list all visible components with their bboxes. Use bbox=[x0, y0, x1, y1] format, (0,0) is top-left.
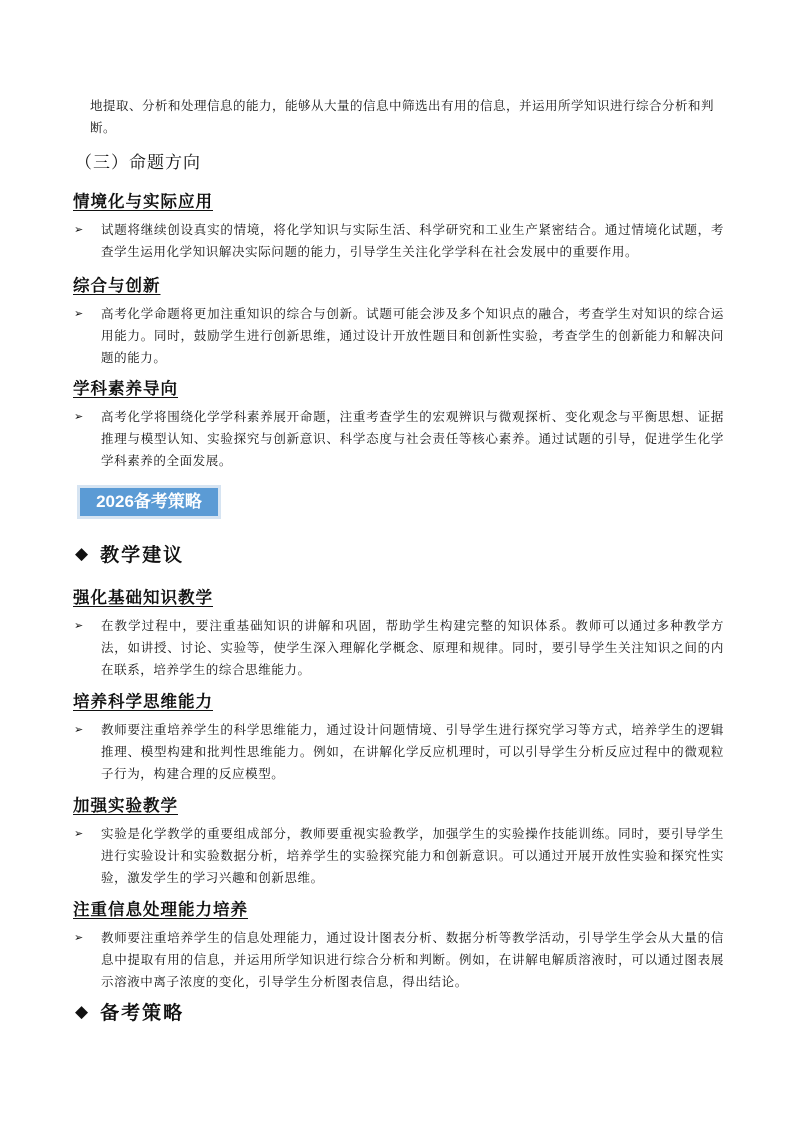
teaching-heading-information: 注重信息处理能力培养 bbox=[73, 900, 248, 919]
direction-heading-context: 情境化与实际应用 bbox=[73, 192, 213, 211]
list-item bbox=[74, 927, 724, 993]
teaching-heading-thinking: 培养科学思维能力 bbox=[73, 692, 213, 711]
arrow-bullet-icon: ➢ bbox=[74, 827, 84, 840]
diamond-icon: ◆ bbox=[75, 1001, 91, 1022]
arrow-bullet-icon: ➢ bbox=[74, 619, 84, 632]
teaching-text-information: 教师要注重培养学生的信息处理能力，通过设计图表分析、数据分析等教学活动，引导学生学会从大量的信息中提取有用的信息，并运用所学知识进行综合分析和判断。例如，在讲解电解质溶液时，可以通过图表展示溶液中离子浓度的变化，引导学生分析图表信息，得出结论。 bbox=[101, 930, 724, 989]
teaching-heading-basics: 强化基础知识教学 bbox=[73, 588, 213, 607]
prep-heading-label: 备考策略 bbox=[100, 1002, 185, 1024]
section-title: （三）命题方向 bbox=[75, 153, 201, 173]
arrow-bullet-icon: ➢ bbox=[74, 931, 84, 944]
prep-heading bbox=[75, 998, 184, 1025]
teaching-text-thinking: 教师要注重培养学生的科学思维能力，通过设计问题情境、引导学生进行探究学习等方式，培养学生的逻辑推理、模型构建和批判性思维能力。例如，在讲解化学反应机理时，可以引导学生分析反应过程中的微观粒子行为，构建合理的反应模型。 bbox=[101, 722, 724, 781]
list-item bbox=[74, 823, 724, 889]
direction-text-context: 试题将继续创设真实的情境，将化学知识与实际生活、科学研究和工业生产紧密结合。通过情境化试题，考查学生运用化学知识解决实际问题的能力，引导学生关注化学学科在社会发展中的重要作用。 bbox=[101, 222, 724, 259]
arrow-bullet-icon: ➢ bbox=[74, 223, 84, 236]
list-item bbox=[74, 615, 724, 681]
list-item bbox=[74, 303, 724, 369]
teaching-heading-experiment: 加强实验教学 bbox=[73, 796, 178, 815]
intro-continuation: 地提取、分析和处理信息的能力，能够从大量的信息中筛选出有用的信息，并运用所学知识进行综合分析和判断。 bbox=[90, 98, 715, 135]
direction-heading-literacy: 学科素养导向 bbox=[73, 379, 178, 398]
arrow-bullet-icon: ➢ bbox=[74, 723, 84, 736]
teaching-text-experiment: 实验是化学教学的重要组成部分，教师要重视实验教学，加强学生的实验操作技能训练。同时，要引导学生进行实验设计和实验数据分析，培养学生的实验探究能力和创新意识。可以通过开展开放性实验和探究性实验，激发学生的学习兴趣和创新思维。 bbox=[101, 826, 724, 885]
direction-heading-innovation: 综合与创新 bbox=[73, 276, 161, 295]
arrow-bullet-icon: ➢ bbox=[74, 410, 84, 423]
strategy-banner: 2026备考策略 bbox=[77, 485, 221, 519]
list-item bbox=[74, 719, 724, 785]
teaching-heading bbox=[75, 540, 184, 567]
teaching-text-basics: 在教学过程中，要注重基础知识的讲解和巩固，帮助学生构建完整的知识体系。教师可以通过多种教学方法，如讲授、讨论、实验等，使学生深入理解化学概念、原理和规律。同时，要引导学生关注知识之间的内在联系，培养学生的综合思维能力。 bbox=[101, 618, 724, 677]
direction-text-innovation: 高考化学命题将更加注重知识的综合与创新。试题可能会涉及多个知识点的融合，考查学生对知识的综合运用能力。同时，鼓励学生进行创新思维，通过设计开放性题目和创新性实验，考查学生的创新能力和解决问题的能力。 bbox=[101, 306, 724, 365]
teaching-heading-label: 教学建议 bbox=[100, 544, 185, 566]
direction-text-literacy: 高考化学将围绕化学学科素养展开命题，注重考查学生的宏观辨识与微观探析、变化观念与平衡思想、证据推理与模型认知、实验探究与创新意识、科学态度与社会责任等核心素养。通过试题的引导，促进学生化学学科素养的全面发展。 bbox=[101, 409, 724, 468]
arrow-bullet-icon: ➢ bbox=[74, 307, 84, 320]
list-item bbox=[74, 406, 724, 472]
diamond-icon: ◆ bbox=[75, 543, 91, 564]
list-item bbox=[74, 219, 724, 263]
